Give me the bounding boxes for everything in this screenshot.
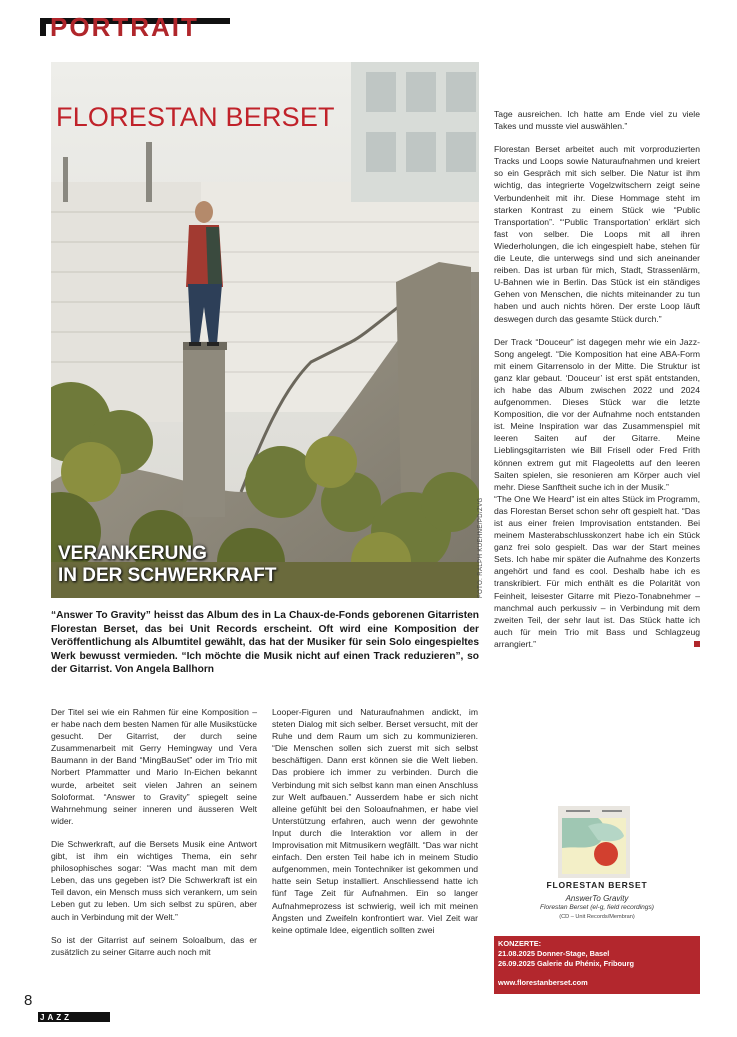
header-rule-corner [40, 18, 46, 36]
article-subtitle-line2: IN DER SCHWERKRAFT [58, 565, 277, 586]
album-artist: FLORESTAN BERSET [546, 880, 648, 890]
paragraph: So ist der Gitarrist auf seinem Soloalbum, das er zusätzlich zu seiner Gitarre auch noch mit [51, 934, 257, 957]
paragraph: Die Schwerkraft, auf die Bersets Musik eine Antwort gibt, ist ihm ein wichtiges Thema, ein sehr philosophisches sogar: “Was macht man mit dem Leben, das uns gegeben ist? Die Schwerkraft ist ein Teil davon, ein Mensch muss sich verankern, um sein Leben gut zu leben. Um sich selbst zu spüren, aber auch in Verbindung mit der Welt.” [51, 838, 257, 922]
paragraph-text: “The One We Heard” ist ein altes Stück im Programm, das Florestan Berset schon sehr oft gespielt hat. “Das ist aus einer freien Improvisation entstanden. Bei meinem Masterabschlusskonzert habe ich ein Stück ganz frei solo gespielt. Das war der Start meines Sets. Ich habe mir später die Aufnahme des Konzerts angehört und fand es cool. Deshalb habe ich es transkribiert. Für mich enthält es die Polarität von Feinheit, leisester Gitarre mit Piezo-Tonabnehmer – manchmal auch perkussiv – in Verbindung mit dem zweiten Teil, der sehr laut ist. Das Stück hatte ich auch für mein Trio mit Bass und Schlagzeug arrangiert.” [494, 493, 700, 649]
paragraph: Der Titel sei wie ein Rahmen für eine Komposition – er habe nach dem besten Namen für alle Musikstücke gesucht. Der Gitarrist, der durch seine Zusammenarbeit mit Gerry Hemingway und Vera Baumann in der Band “MingBauSet” oder im Trio mit Norbert Pfammatter und Mario In-Eichen bekannt wurde, arbeitet seit vielen Jahren an seinem Soloformat. “Answer to Gravity” spiegelt seine Wahrnehmung seiner inneren und äusseren Welt wider. [51, 707, 257, 826]
concerts-box [494, 936, 700, 994]
paragraph: Der Track “Douceur” ist dagegen mehr wie ein Jazz-Song angelegt. “Die Komposition hat eine ABA-Form mit einem Gitarrensolo in der Mitte. Die Struktur ist ganz klar gebaut. ‘Douceur’ ist erst spät entstanden, ich habe das Album zwischen 2022 und 2024 aufgenommen. Dieses Stück war die letzte Komposition, die vor der Aufnahme noch entstanden ist. Meine Inspiration war das Zusammenspiel mit leeren Saiten auf der Gitarre. Meine Lieblingsgitarristen wie Bill Frisell oder Fred Frith können extrem gut mit Flageoletts auf den leeren Saiten spielen, sie resonieren am Körper auch viel mehr. Diese Sanftheit suche ich in der Musik.” [494, 336, 700, 492]
album-cover-art [558, 806, 630, 878]
lead-paragraph: “Answer To Gravity” heisst das Album des in La Chaux-de-Fonds geborenen Gitarristen Florestan Berset, das bei Unit Records erscheint. Oft wird eine Komposition der Veröffentlichung als Albumtitel gewählt, das hat der Musiker für sein Solo eingespieltes Werk bewusst vermieden. “Ich möchte die Musik nicht auf einen Track reduzieren”, so der Gitarrist. Von Angela Ballhorn [51, 610, 479, 676]
end-of-article-icon [694, 641, 700, 647]
body-column-3 [494, 108, 700, 661]
concerts-title: KONZERTE: [498, 939, 542, 948]
body-column-2 [272, 706, 478, 947]
article-title: FLORESTAN BERSET [56, 102, 335, 132]
paragraph: Florestan Berset arbeitet auch mit vorproduzierten Tracks und Loops sowie Naturaufnahmen und kreiert so ein Gespräch mit sich selber. Die Natur ist ihm wichtig, das integrierte Vogelzwitschern zeigt seine Verbundenheit mit ihr. Diese Hommage steht im starken Kontrast zu einem Stück wie “Public Transportation”. “‘Public Transportation’ erklärt sich fast von selber. Die Loops mit all ihren Wiederholungen, die ich eingespielt habe, stehen für die Leute, die unterwegs sind und sich aneinander reiben. Das ist urban für mich, Stadt, Strassenlärm, U-Bahnen wie in Berlin. Das Stück ist ein ständiges Gehen von Menschen, die nichts miteinander zu tun haben und auch nichts hören. Der erste Loop läuft deswegen durch das gesamte Stück durch.” [494, 144, 700, 324]
paragraph [494, 493, 700, 650]
photo-credit: FOTO: RALPH KUEHNE/PD/ZVG [478, 497, 484, 598]
album-label: (CD – Unit Records/Membran) [559, 914, 635, 920]
concert-date: 21.08.2025 Donner-Stage, Basel [498, 949, 610, 958]
concert-date: 26.09.2025 Galerie du Phénix, Fribourg [498, 959, 634, 968]
album-cover [558, 806, 630, 878]
page-number: 8 [24, 992, 33, 1009]
article-subtitle [58, 543, 277, 587]
section-label: PORTRAIT [50, 14, 199, 38]
website-link[interactable]: www.florestanberset.com [498, 978, 588, 987]
article-subtitle-line1: VERANKERUNG [58, 543, 207, 564]
magazine-name: JAZZ [40, 1013, 72, 1022]
feature-photo [51, 62, 479, 598]
paragraph: Looper-Figuren und Naturaufnahmen andickt, im steten Dialog mit sich selber. Berset versucht, mit der Ruhe und dem Raum um sich zu kommunizieren. “Die Menschen sollen sich zuerst mit sich selbst beschäftigen. Dann erst können sie die Welt lieben. Das probiere ich immer zu verbinden. Durch die Verbindung mit sich selbst kann man einen Anschluss zur Welt aufbauen.” Ausserdem habe er sich nicht alleine gefühlt bei den Soloaufnahmen, er habe viel Unterstützung erfahren, auch wenn der gewohnte Input durch die Interaktion vor allem in der Improvisation mit Mitmusikern wegfällt. “Das war nicht einfach. Den ersten Teil habe ich in meinem Studio aufgenommen, mein Tontechniker ist gekommen und hatte sein Setup installiert. Anschliessend hatte ich fünf Tage Zeit für Aufnahmen. Ein so langer Aufnahmeprozess ist schwierig, weil ich mit meinen Ängsten und Zweifeln konfrontiert war. Viel Zeit war keine optimale Idee, eigentlich sollten zwei [272, 707, 478, 935]
album-title: AnswerTo Gravity [565, 894, 629, 903]
album-lineup: Florestan Berset (el-g, field recordings) [540, 904, 654, 911]
paragraph: Tage ausreichen. Ich hatte am Ende viel zu viele Takes und musste viel auswählen.” [494, 109, 700, 132]
body-column-1 [51, 706, 257, 969]
musician-standing-on-ruin-illustration [51, 62, 479, 598]
